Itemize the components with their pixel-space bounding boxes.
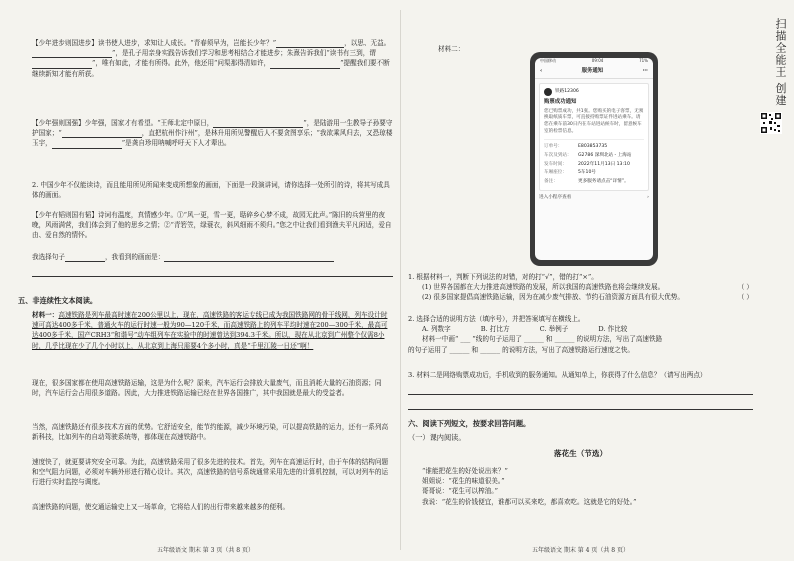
answer-paren[interactable]: （ ） (737, 283, 753, 292)
question-3: 3. 材料二是网络购票成功后，手机收到的服务通知。从通知单上，你获得了什么信息？（请写出两点） (408, 370, 753, 410)
question-2-right: 2. 选择合适的说明方法（填序号），并把答案填写在横线上。 A. 列数字 B. 打比方 C. 举例子 D. 作比较 材料一中画“ ___ ”线的句子运用了 ______ 和 ______ 的说明方法，写出了高速铁路 的句子运用了 ______ 和 ______ 的说明方法，写出了高速铁路运行速度之快。 (408, 315, 663, 354)
answer-prompt: 我选择句子 ，我看到的画面是： (18, 252, 393, 277)
phone-screenshot (530, 52, 658, 266)
material-2-label: 材料二： (438, 45, 465, 53)
material-1: 材料一：高速铁路是列车最高时速在200公里以上，现在，高速铁路的客运专线已成为我国铁路网的骨干线网，列车设计时速可高达400多千米，普通火车的运行时速一般为90—120千米，而高速铁路上的列车平均时速在200—300千米，最高可达400多千米，国产CRH3“和谐号”动车组列车在实验中的时速曾达到394.3千米。所以，现在从北京到广州整个仅需8小时，几乎比现在少了几个小时以上，从北京到上海只需要4个多小时，真是“千里江陵一日还”啊！ (32, 311, 388, 350)
question-1: 1. 根据材料一，判断下列说法的对错，对的打“√”，错的打“×”。 (1) 世界各国都在大力推进高速铁路的发展，所以我国的高速铁路也将会继续发展。 （ ） (2) 很多国家提倡高速铁路运输，因为在减少废气排放、节约石油资源方面具有很大优势。 （ ） (408, 273, 753, 302)
blank[interactable] (32, 49, 112, 58)
answer-line[interactable] (408, 384, 753, 395)
ticket-row: 车厢座位： 5车10号 (544, 170, 596, 176)
qr-code-icon (760, 112, 782, 134)
section-6: 六、阅读下列短文，按要求回答问题。 （一）课内阅读。 (408, 419, 531, 443)
blank[interactable] (32, 60, 92, 69)
blank[interactable] (164, 253, 334, 262)
material-1-p5: 高速铁路的问题，使交通运输史上又一场革命，它将给人们的出行带来越来越多的便利。 (32, 503, 290, 511)
card-title: 购票成功通知 (544, 99, 577, 105)
page-3 (18, 0, 393, 561)
back-icon[interactable]: ‹ (540, 67, 543, 74)
ticket-row: 订单号： E803853735 (544, 144, 608, 150)
nav-title: 服务通知 (581, 67, 604, 74)
phone-screen (535, 58, 653, 260)
ticket-row: 备注： 更多服务请点击“详情”。 (544, 179, 629, 185)
material-1-p2: 现在，很多国家都在使用高速铁路运输，这是为什么呢？原来，汽车运行会排放大量废气，而且消耗大量的石油资源；同时，汽车运行会占用很多道路。因此，大力推进铁路运输已经在世界各国推广，其中我国就是最大的受益者。 (32, 379, 382, 398)
page-footer: 五年级语文 期末 第 4 页（共 8 页） (531, 546, 630, 554)
answer-paren[interactable]: （ ） (737, 293, 753, 302)
more-icon[interactable]: ⋯ (642, 67, 648, 74)
blank[interactable] (213, 119, 303, 128)
rail-logo-icon (544, 88, 552, 96)
page-divider (400, 10, 401, 550)
blank[interactable] (52, 140, 122, 149)
card-desc: 您已购票成功，共1张。您购买的电子客票，无须换取纸质车票，可直接持购票证件进站乘车。请您在乘车前30日内在车站进站候车时，留意候车室的检票信息。 (544, 108, 644, 134)
ticket-row: 发车时间： 2022年11月13日 13:10 (544, 161, 630, 167)
scanner-watermark: 扫描全能王 创建 (774, 18, 787, 107)
page-footer: 五年级语文 期末 第 3 页（共 8 页） (156, 546, 255, 554)
blank[interactable] (65, 253, 105, 262)
section-5: 五、非连续性文本阅读。 (18, 296, 98, 305)
material-1-p3: 当然，高速铁路还有很多技术方面的优势。它舒适安全，能节约能源，减少环境污染，可以提高铁路的运力，还有一系列高新科技，比如列车的自动驾驶系统等，都体现在高速铁路中。 (32, 423, 389, 442)
para-strong: 【少年强则国强】少年强，国家才有希望。“王师北定中原日， ”，是陆游用一生教导子孙要守护国家；“ ，直把杭州作汴州”，是林升用所见警醒后人不要贪图享乐；“我欲乘风归去，又恐琼楼玉宇， ”是龚自珍用呐喊呼吁天下人才辈出。 (32, 119, 393, 148)
nav-bar (535, 65, 653, 79)
ticket-row: 车次及到站： G2786 深圳北站 - 上海站 (544, 153, 632, 159)
story-text: “谁能把花生的好处说出来？” 姐姐说：“花生的味道很美。” 哥哥说：“花生可以榨油。” 我说：“花生的价钱便宜，谁都可以买来吃，都喜欢吃。这就是它的好处。” (422, 467, 637, 506)
answer-line[interactable] (32, 266, 393, 277)
speech-example: 【少年有韬则国有韬】诗词有温度，真情感少年。①“风一更，雪一更，聒碎乡心梦不成，故园无此声。”陈旧的兵营里的夜晚，风雨满营，我们体会到了他的思乡之情；②“青箬笠，绿蓑衣，斜风细雨不须归。”您之中让我们看到渔夫平凡闲适，爱自由、爱自然的情怀。 (32, 211, 392, 240)
material-1-p4: 速度快了，就更要讲究安全可靠。为此，高速铁路采用了很多先进的技术。首先，列车在高速运行时，由于车体的结构问题和空气阻力问题，必须对车辆外形进行精心设计。其次，高速铁路的信号系统通常采用先进的计算机控制，可以对列车的运行进行实时监控与调度。 (32, 458, 389, 487)
blank[interactable] (276, 39, 344, 48)
para-progress: 【少年进步则国进步】读书使人进步，求知让人成长。“青春须早为，岂能长少年？” ，以思、无益。”，是孔子用亲身实践告诉我们学习和思考相结合才能进步；朱熹告诉我们“读书有三到，谓”，唯有如此，才能有所得。此外，他还用“问渠那得清如许， ”提醒我们要不断继续新知才能有所获。 (32, 39, 391, 78)
status-bar: 中国移动 09:04 71% (540, 58, 648, 63)
account-row: 铁路12306 (544, 88, 644, 96)
question-2: 2. 中国少年不仅能读诗，而且能用所见所闻来变成所想象的画面，下面是一段演讲词，请你选择一处所引的诗，将其写成具体的画面。 (32, 181, 390, 200)
chevron-right-icon: › (647, 194, 649, 200)
notification-card (539, 83, 649, 191)
mini-program-link[interactable]: 进入小程序查看 › (539, 194, 649, 200)
ticket-rows (544, 139, 644, 185)
blank[interactable] (62, 129, 142, 138)
story-title: 落花生（节选） (553, 449, 608, 458)
page-4 (408, 0, 753, 561)
blank[interactable] (270, 60, 340, 69)
answer-line[interactable] (408, 399, 753, 410)
